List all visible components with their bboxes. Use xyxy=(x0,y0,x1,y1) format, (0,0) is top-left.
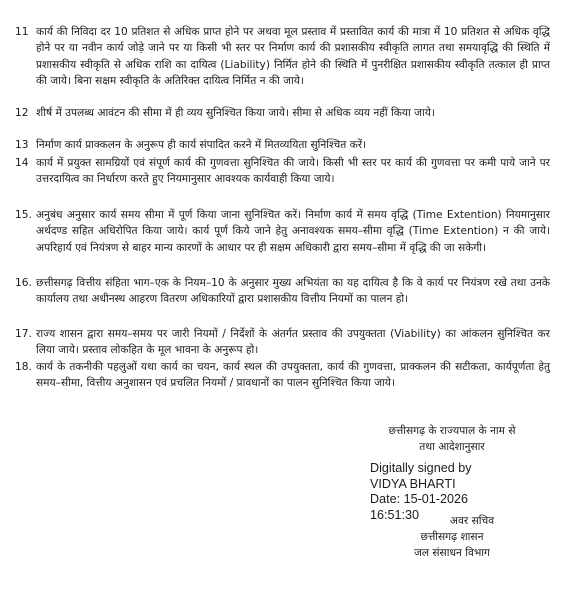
clause-number: 13 xyxy=(15,139,29,151)
clause-18 xyxy=(0,359,568,392)
digital-signature-label: Digitally signed by xyxy=(370,461,472,475)
clause-text: छत्तीसगढ़ वित्तीय संहिता भाग–एक के नियम–10 के अनुसार मुख्य अभियंता का यह दायित्व है कि वे कार्य पर नियंत्रण रखे तथा उनके कार्यालय तथा अधीनस्थ आहरण वितरण अधिकारियों द्वारा प्रशासकीय वित्तीय नियमों का पालन हो। xyxy=(36,277,550,306)
clause-16 xyxy=(0,275,568,308)
signature-time: 16:51:30 xyxy=(370,507,420,522)
clause-text: राज्य शासन द्वारा समय–समय पर जारी नियमों / निर्देशों के अंतर्गत प्रस्ताव की उपयुक्तता (Viability) का आंकलन सुनिश्चित कर लिया जाये। प्रस्ताव लोकहित के मूल भावना के अनुरूप हो। xyxy=(36,328,550,357)
signatory-designation xyxy=(352,513,552,561)
clause-number: 17. xyxy=(15,328,32,340)
clause-15 xyxy=(0,207,568,256)
designation-line: छत्तीसगढ़ शासन xyxy=(420,531,484,543)
clause-14 xyxy=(0,155,568,188)
clause-13 xyxy=(0,137,568,153)
designation-line: अवर सचिव xyxy=(449,515,495,527)
designation-line: जल संसाधन विभाग xyxy=(413,547,491,559)
clause-number: 14 xyxy=(15,157,29,169)
clause-number: 18. xyxy=(15,361,32,373)
order-signoff xyxy=(352,423,552,455)
clause-12 xyxy=(0,105,568,121)
signatory-name: VIDYA BHARTI xyxy=(370,476,456,491)
clause-number: 16. xyxy=(15,277,32,289)
clause-text: कार्य की निविदा दर 10 प्रतिशत से अधिक प्राप्त होने पर अथवा मूल प्रस्ताव में प्रस्तावित कार्य की मात्रा में 10 प्रतिशत से अधिक वृद्धि होने पर या नवीन कार्य जोड़े जाने पर या किसी भी स्तर पर निर्माण कार्य की प्रशासकीय स्वीकृति लागत तथा समयावृद्धि की स्थिति में प्रशासकीय स्वीकृति से अधिक राशि का दायित्व (Liability) निर्मित होने की स्थिति में पुनरीक्षित प्रशासकीय स्वीकृति तत्काल ही प्राप्त की जाये। बिना सक्षम स्वीकृति के अतिरिक्त दायित्व निर्मित न की जाये। xyxy=(36,26,550,87)
clause-number: 15. xyxy=(15,209,32,221)
clause-11 xyxy=(0,24,568,89)
clause-text: निर्माण कार्य प्राक्कलन के अनुरूप ही कार्य संपादित करने में मितव्ययिता सुनिश्चित करें। xyxy=(36,139,367,151)
signoff-line: छत्तीसगढ़ के राज्यपाल के नाम से xyxy=(388,425,516,437)
clause-text: कार्य में प्रयुक्त सामग्रियों एवं संपूर्ण कार्य की गुणवत्ता सुनिश्चित की जाये। किसी भी स्तर पर कार्य की गुणवत्ता पर कमी पाये जाने पर उत्तरदायित्व का निर्धारण करते हुए नियमानुसार आवश्यक कार्यवाही किया जाये। xyxy=(36,157,550,186)
clause-text: अनुबंध अनुसार कार्य समय सीमा में पूर्ण किया जाना सुनिश्चित करें। निर्माण कार्य में समय वृद्धि (Time Extention) नियमानुसार अर्थदण्ड सहित अधिरोपित किया जाये। कार्य पूर्ण किये जाने हेतु अनावश्यक समय–सीमा वृद्धि (Time Extention) न की जाये। अपरिहार्य एवं नियंत्रण से बाहर मान्य कारणों के आधार पर ही सक्षम अधिकारी द्वारा समय–सीमा में वृद्धि की जा सकेगी। xyxy=(36,209,550,254)
clause-number: 11 xyxy=(15,26,29,38)
clause-number: 12 xyxy=(15,107,29,119)
signature-date: Date: 15-01-2026 xyxy=(370,492,469,506)
signoff-line: तथा आदेशानुसार xyxy=(419,441,485,453)
clause-17 xyxy=(0,326,568,359)
clause-text: कार्य के तकनीकी पहलुओं यथा कार्य का चयन, कार्य स्थल की उपयुक्तता, कार्य की गुणवत्ता, प्राक्कलन की सटीकता, कार्यपूर्णता हेतु समय–सीमा, वित्तीय अनुशासन एवं प्रचलित नियमों / प्रावधानों का पालन सुनिश्चित किया जाये। xyxy=(36,361,550,390)
clause-text: शीर्ष में उपलब्ध आवंटन की सीमा में ही व्यय सुनिश्चित किया जाये। सीमा से अधिक व्यय नहीं किया जाये। xyxy=(36,107,435,119)
